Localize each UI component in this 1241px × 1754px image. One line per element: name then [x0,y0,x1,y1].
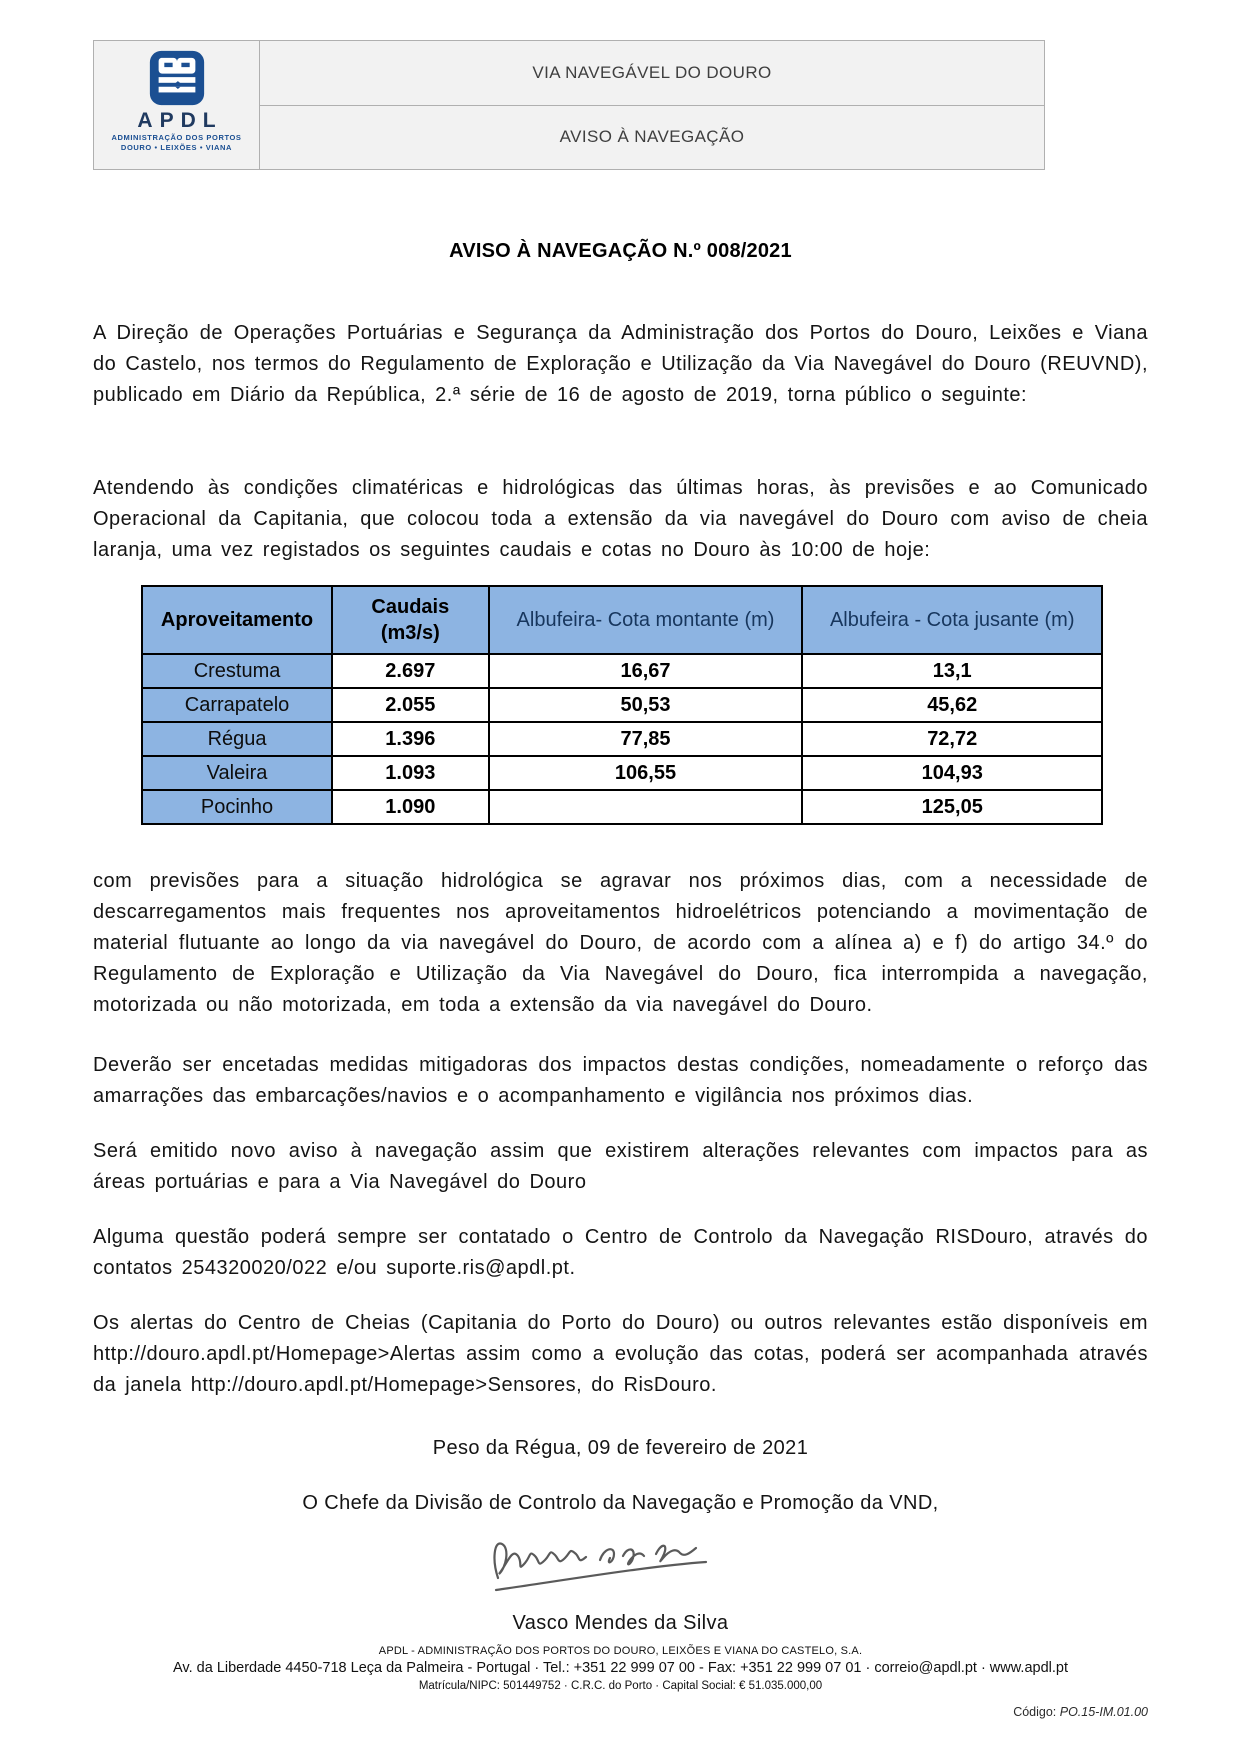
code-value: PO.15-IM.01.00 [1059,1705,1148,1719]
col-header-caudais [332,586,488,654]
logo-subline-2: DOURO • LEIXÕES • VIANA [120,143,233,152]
paragraph-contacts: Alguma questão poderá sempre ser contatado o Centro de Controlo da Navegação RISDouro, através do contatos 254320020/022 e/ou suporte.ris@apdl.pt. [93,1226,1148,1279]
table-cell-value: 1.090 [332,790,488,824]
paragraph-measures: Deverão ser encetadas medidas mitigadoras dos impactos destas condições, nomeadamente o reforço das amarrações das embarcações/navios e o acompanhamento e vigilância nos próximos dias. [93,1054,1148,1107]
code-label: Código: [1013,1705,1060,1719]
table-cell-label: Crestuma [142,654,332,688]
table-row [142,790,1102,824]
table-header-row [142,586,1102,654]
paragraph-forecast: com previsões para a situação hidrológica se agravar nos próximos dias, com a necessidade de descarregamentos mais frequentes nos aproveitamentos hidroelétricos potenciando a movimentação de material flutuante ao longo da via navegável do Douro, de acordo com a alínea a) e f) do artigo 34.º do Regulamento de Exploração e Utilização da Via Navegável do Douro, fica interrompida a navegação, motorizada ou não motorizada, em toda a extensão da via navegável do Douro. [93,870,1148,1016]
signer-name: Vasco Mendes da Silva [512,1612,729,1634]
paragraph-intro: A Direção de Operações Portuárias e Segurança da Administração dos Portos do Douro, Leixões e Viana do Castelo, nos termos do Regulamento de Exploração e Utilização da Via Navegável do Douro (REUVND), publicado em Diário da República, 2.ª série de 16 de agosto de 2019, torna público o seguinte: [93,322,1148,406]
table-cell-value: 125,05 [802,790,1102,824]
table-cell-value: 72,72 [802,722,1102,756]
footer-company-line: APDL - ADMINISTRAÇÃO DOS PORTOS DO DOURO, LEIXÕES E VIANA DO CASTELO, S.A. [378,1645,863,1657]
paragraph-new-notice: Será emitido novo aviso à navegação assim que existirem alterações relevantes com impactos para as áreas portuárias e para a Via Navegável do Douro [93,1140,1148,1193]
place-date-line: Peso da Régua, 09 de fevereiro de 2021 [432,1437,809,1459]
signer-role-line: O Chefe da Divisão de Controlo da Navegação e Promoção da VND, [302,1492,939,1514]
footer-address-line: Av. da Liberdade 4450-718 Leça da Palmeira - Portugal · Tel.: +351 22 999 07 00 - Fax: +351 22 999 07 01 · correio@apdl.pt · www.apdl.pt [173,1660,1068,1676]
header-banner-column [260,41,1044,169]
apdl-acronym: APDL [137,109,223,132]
signature-image [468,1518,728,1606]
col-header-cota-jusante: Albufeira - Cota jusante (m) [802,586,1102,654]
table-cell-value [489,790,803,824]
table-cell-value: 45,62 [802,688,1102,722]
banner-aviso-navegacao: AVISO À NAVEGAÇÃO [559,127,745,147]
paragraph-conditions: Atendendo às condições climatéricas e hidrológicas das últimas horas, às previsões e ao Comunicado Operacional da Capitania, que colocou toda a extensão da via navegável do Douro com aviso de cheia laranja, uma vez registados os seguintes caudais e cotas no Douro às 10:00 de hoje: [93,477,1148,561]
document-header [93,40,1045,170]
table-cell-label: Pocinho [142,790,332,824]
col-header-cota-montante: Albufeira- Cota montante (m) [489,586,803,654]
table-cell-label: Carrapatelo [142,688,332,722]
page-title: AVISO À NAVEGAÇÃO N.º 008/2021 [449,240,792,262]
table-cell-value: 106,55 [489,756,803,790]
table-cell-value: 77,85 [489,722,803,756]
paragraph-alerts: Os alertas do Centro de Cheias (Capitania do Porto do Douro) ou outros relevantes estão disponíveis em http://douro.apdl.pt/Homepage>Alertas assim como a evolução das cotas, poderá ser acompanhada através da janela http://douro.apdl.pt/Homepage>Sensores, do RisDouro. [93,1312,1148,1396]
document-code [93,1705,1148,1719]
table-cell-value: 13,1 [802,654,1102,688]
document-footer [93,1645,1148,1692]
flow-levels-table [141,585,1103,825]
table-cell-value: 2.697 [332,654,488,688]
apdl-logo-icon [149,50,205,106]
footer-registry-line: Matrícula/NIPC: 501449752 · C.R.C. do Porto · Capital Social: € 51.035.000,00 [418,1680,823,1692]
table-cell-value: 1.093 [332,756,488,790]
col-header-caudais-line1: Caudais [371,596,450,618]
table-cell-label: Valeira [142,756,332,790]
table-row [142,722,1102,756]
table-row [142,654,1102,688]
col-header-aproveitamento: Aproveitamento [142,586,332,654]
table-cell-value: 50,53 [489,688,803,722]
table-cell-label: Régua [142,722,332,756]
logo-subline-1: ADMINISTRAÇÃO DOS PORTOS [111,133,242,142]
table-row [142,688,1102,722]
logo-cell [94,41,260,169]
table-cell-value: 2.055 [332,688,488,722]
table-cell-value: 16,67 [489,654,803,688]
table-cell-value: 1.396 [332,722,488,756]
col-header-caudais-line2: (m3/s) [380,622,440,644]
table-cell-value: 104,93 [802,756,1102,790]
banner-via-navegavel: VIA NAVEGÁVEL DO DOURO [260,41,1044,106]
table-row [142,756,1102,790]
